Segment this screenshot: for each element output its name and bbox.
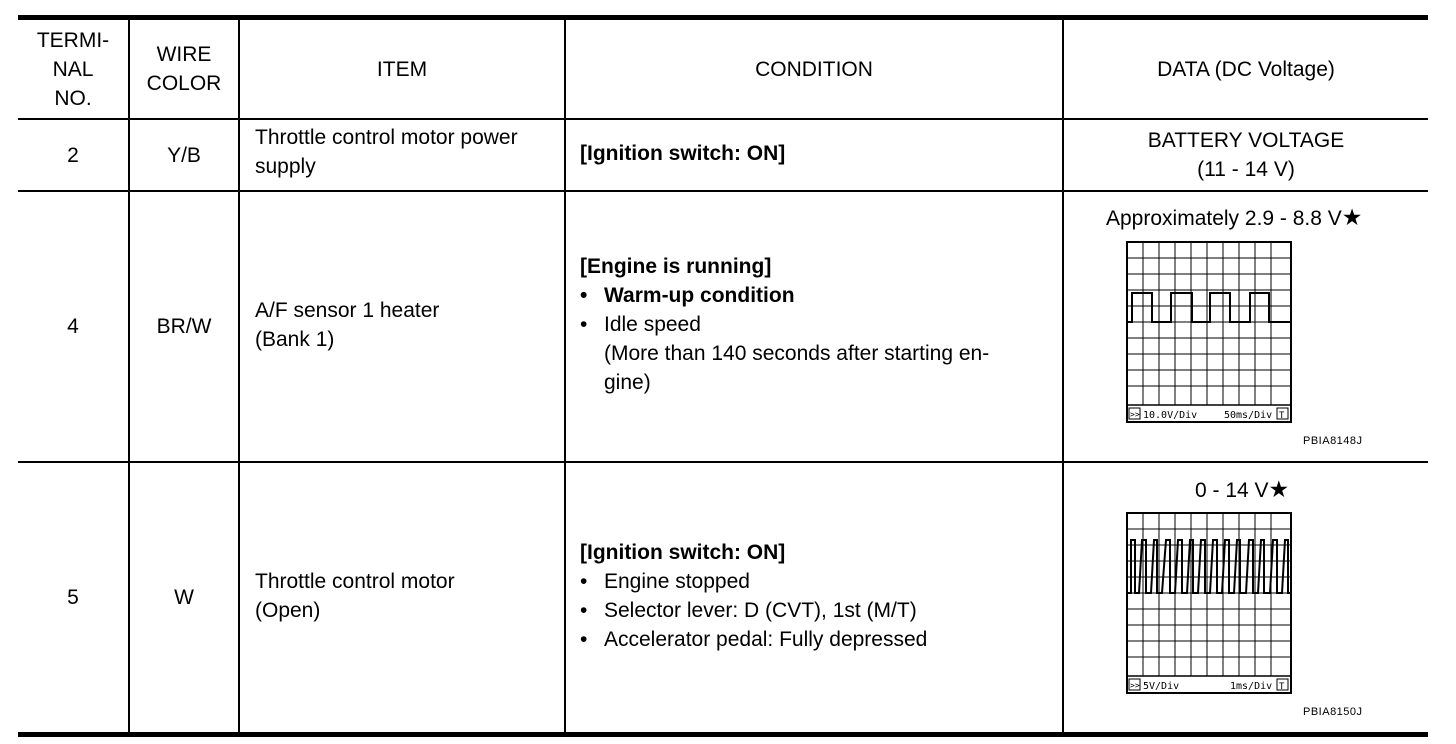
header-wire-color bbox=[130, 20, 238, 118]
wire-value: BR/W bbox=[156, 315, 212, 338]
row1-wire bbox=[130, 120, 238, 190]
oscilloscope-waveform-warmup bbox=[1126, 241, 1292, 425]
row2-condition bbox=[580, 252, 1058, 397]
row2-data-title bbox=[1106, 204, 1362, 231]
fast-forward-icon: >> bbox=[1130, 410, 1140, 419]
data-line: (11 - 14 V) bbox=[1197, 158, 1295, 181]
star-icon: ★ bbox=[1341, 204, 1363, 230]
header-terminal-line: NAL bbox=[52, 57, 94, 81]
trigger-icon: T bbox=[1279, 682, 1285, 692]
item-line: Throttle control motor power bbox=[255, 126, 518, 149]
scope-grid bbox=[1127, 513, 1291, 676]
header-terminal-line: NO. bbox=[54, 86, 92, 110]
row1-item bbox=[255, 123, 560, 181]
row2-item bbox=[255, 296, 560, 354]
condition-bullet: • Accelerator pedal: Fully depressed bbox=[580, 625, 1058, 654]
row3-wire bbox=[130, 463, 238, 732]
terminal-value: 4 bbox=[67, 315, 79, 338]
header-terminal-no bbox=[18, 20, 128, 118]
header-terminal-line: TERMI- bbox=[36, 28, 110, 52]
row1-terminal bbox=[18, 120, 128, 190]
row3-condition bbox=[580, 538, 1058, 654]
data-title-text: Approximately 2.9 - 8.8 V bbox=[1106, 207, 1342, 230]
condition-continuation: gine) bbox=[604, 371, 651, 394]
header-wire-line: WIRE bbox=[156, 43, 212, 66]
column-divider bbox=[564, 19, 566, 733]
scope-volt-div: 5V/Div bbox=[1143, 681, 1180, 692]
table-bottom-rule bbox=[18, 732, 1428, 737]
scope-frame bbox=[1127, 513, 1291, 693]
header-item-label: ITEM bbox=[376, 57, 428, 81]
header-condition-label: CONDITION bbox=[755, 57, 873, 81]
column-divider bbox=[238, 19, 240, 733]
item-line: Throttle control motor bbox=[255, 570, 455, 593]
fast-forward-icon: >> bbox=[1130, 681, 1140, 690]
item-line: supply bbox=[255, 155, 316, 178]
scope-time-div: 50ms/Div bbox=[1224, 410, 1273, 421]
scope-trace bbox=[1127, 540, 1291, 593]
scope-time-div: 1ms/Div bbox=[1230, 681, 1273, 692]
condition-continuation: (More than 140 seconds after starting en- bbox=[604, 342, 990, 365]
row3-data-title bbox=[1195, 476, 1289, 503]
header-data bbox=[1064, 20, 1428, 118]
row2-figure-ref: PBIA8148J bbox=[1303, 435, 1363, 447]
header-data-label: DATA (DC Voltage) bbox=[1157, 57, 1335, 81]
item-line: (Open) bbox=[255, 599, 321, 622]
oscilloscope-waveform-motor bbox=[1126, 512, 1292, 696]
wire-value: W bbox=[174, 586, 194, 609]
scope-trace bbox=[1127, 293, 1291, 322]
header-wire-line: COLOR bbox=[146, 72, 222, 95]
data-line: BATTERY VOLTAGE bbox=[1147, 129, 1345, 152]
row1-condition-head: [Ignition switch: ON] bbox=[580, 142, 786, 165]
scope-frame bbox=[1127, 242, 1291, 422]
wire-value: Y/B bbox=[167, 143, 201, 167]
row1-data bbox=[1064, 120, 1428, 190]
condition-bullet: • Engine stopped bbox=[580, 567, 1058, 596]
row3-item bbox=[255, 567, 560, 625]
terminal-value: 5 bbox=[67, 586, 79, 609]
terminal-value: 2 bbox=[67, 143, 79, 167]
data-title-text: 0 - 14 V bbox=[1195, 479, 1269, 502]
trigger-icon: T bbox=[1279, 411, 1285, 421]
header-condition bbox=[566, 20, 1062, 118]
scope-volt-div: 10.0V/Div bbox=[1143, 410, 1198, 421]
terminal-data-table bbox=[18, 15, 1428, 738]
row3-terminal bbox=[18, 463, 128, 732]
row3-figure-ref: PBIA8150J bbox=[1303, 706, 1363, 718]
condition-bullet: • Idle speed bbox=[580, 310, 1058, 339]
header-item bbox=[240, 20, 564, 118]
star-icon: ★ bbox=[1268, 476, 1290, 502]
row2-terminal bbox=[18, 192, 128, 461]
scope-grid bbox=[1127, 242, 1291, 405]
row2-wire bbox=[130, 192, 238, 461]
condition-head: [Engine is running] bbox=[580, 255, 772, 278]
condition-head: [Ignition switch: ON] bbox=[580, 541, 786, 564]
item-line: A/F sensor 1 heater bbox=[255, 299, 440, 322]
condition-bullet: • Selector lever: D (CVT), 1st (M/T) bbox=[580, 596, 1058, 625]
condition-bullet: • Warm-up condition bbox=[580, 281, 1058, 310]
item-line: (Bank 1) bbox=[255, 328, 335, 351]
